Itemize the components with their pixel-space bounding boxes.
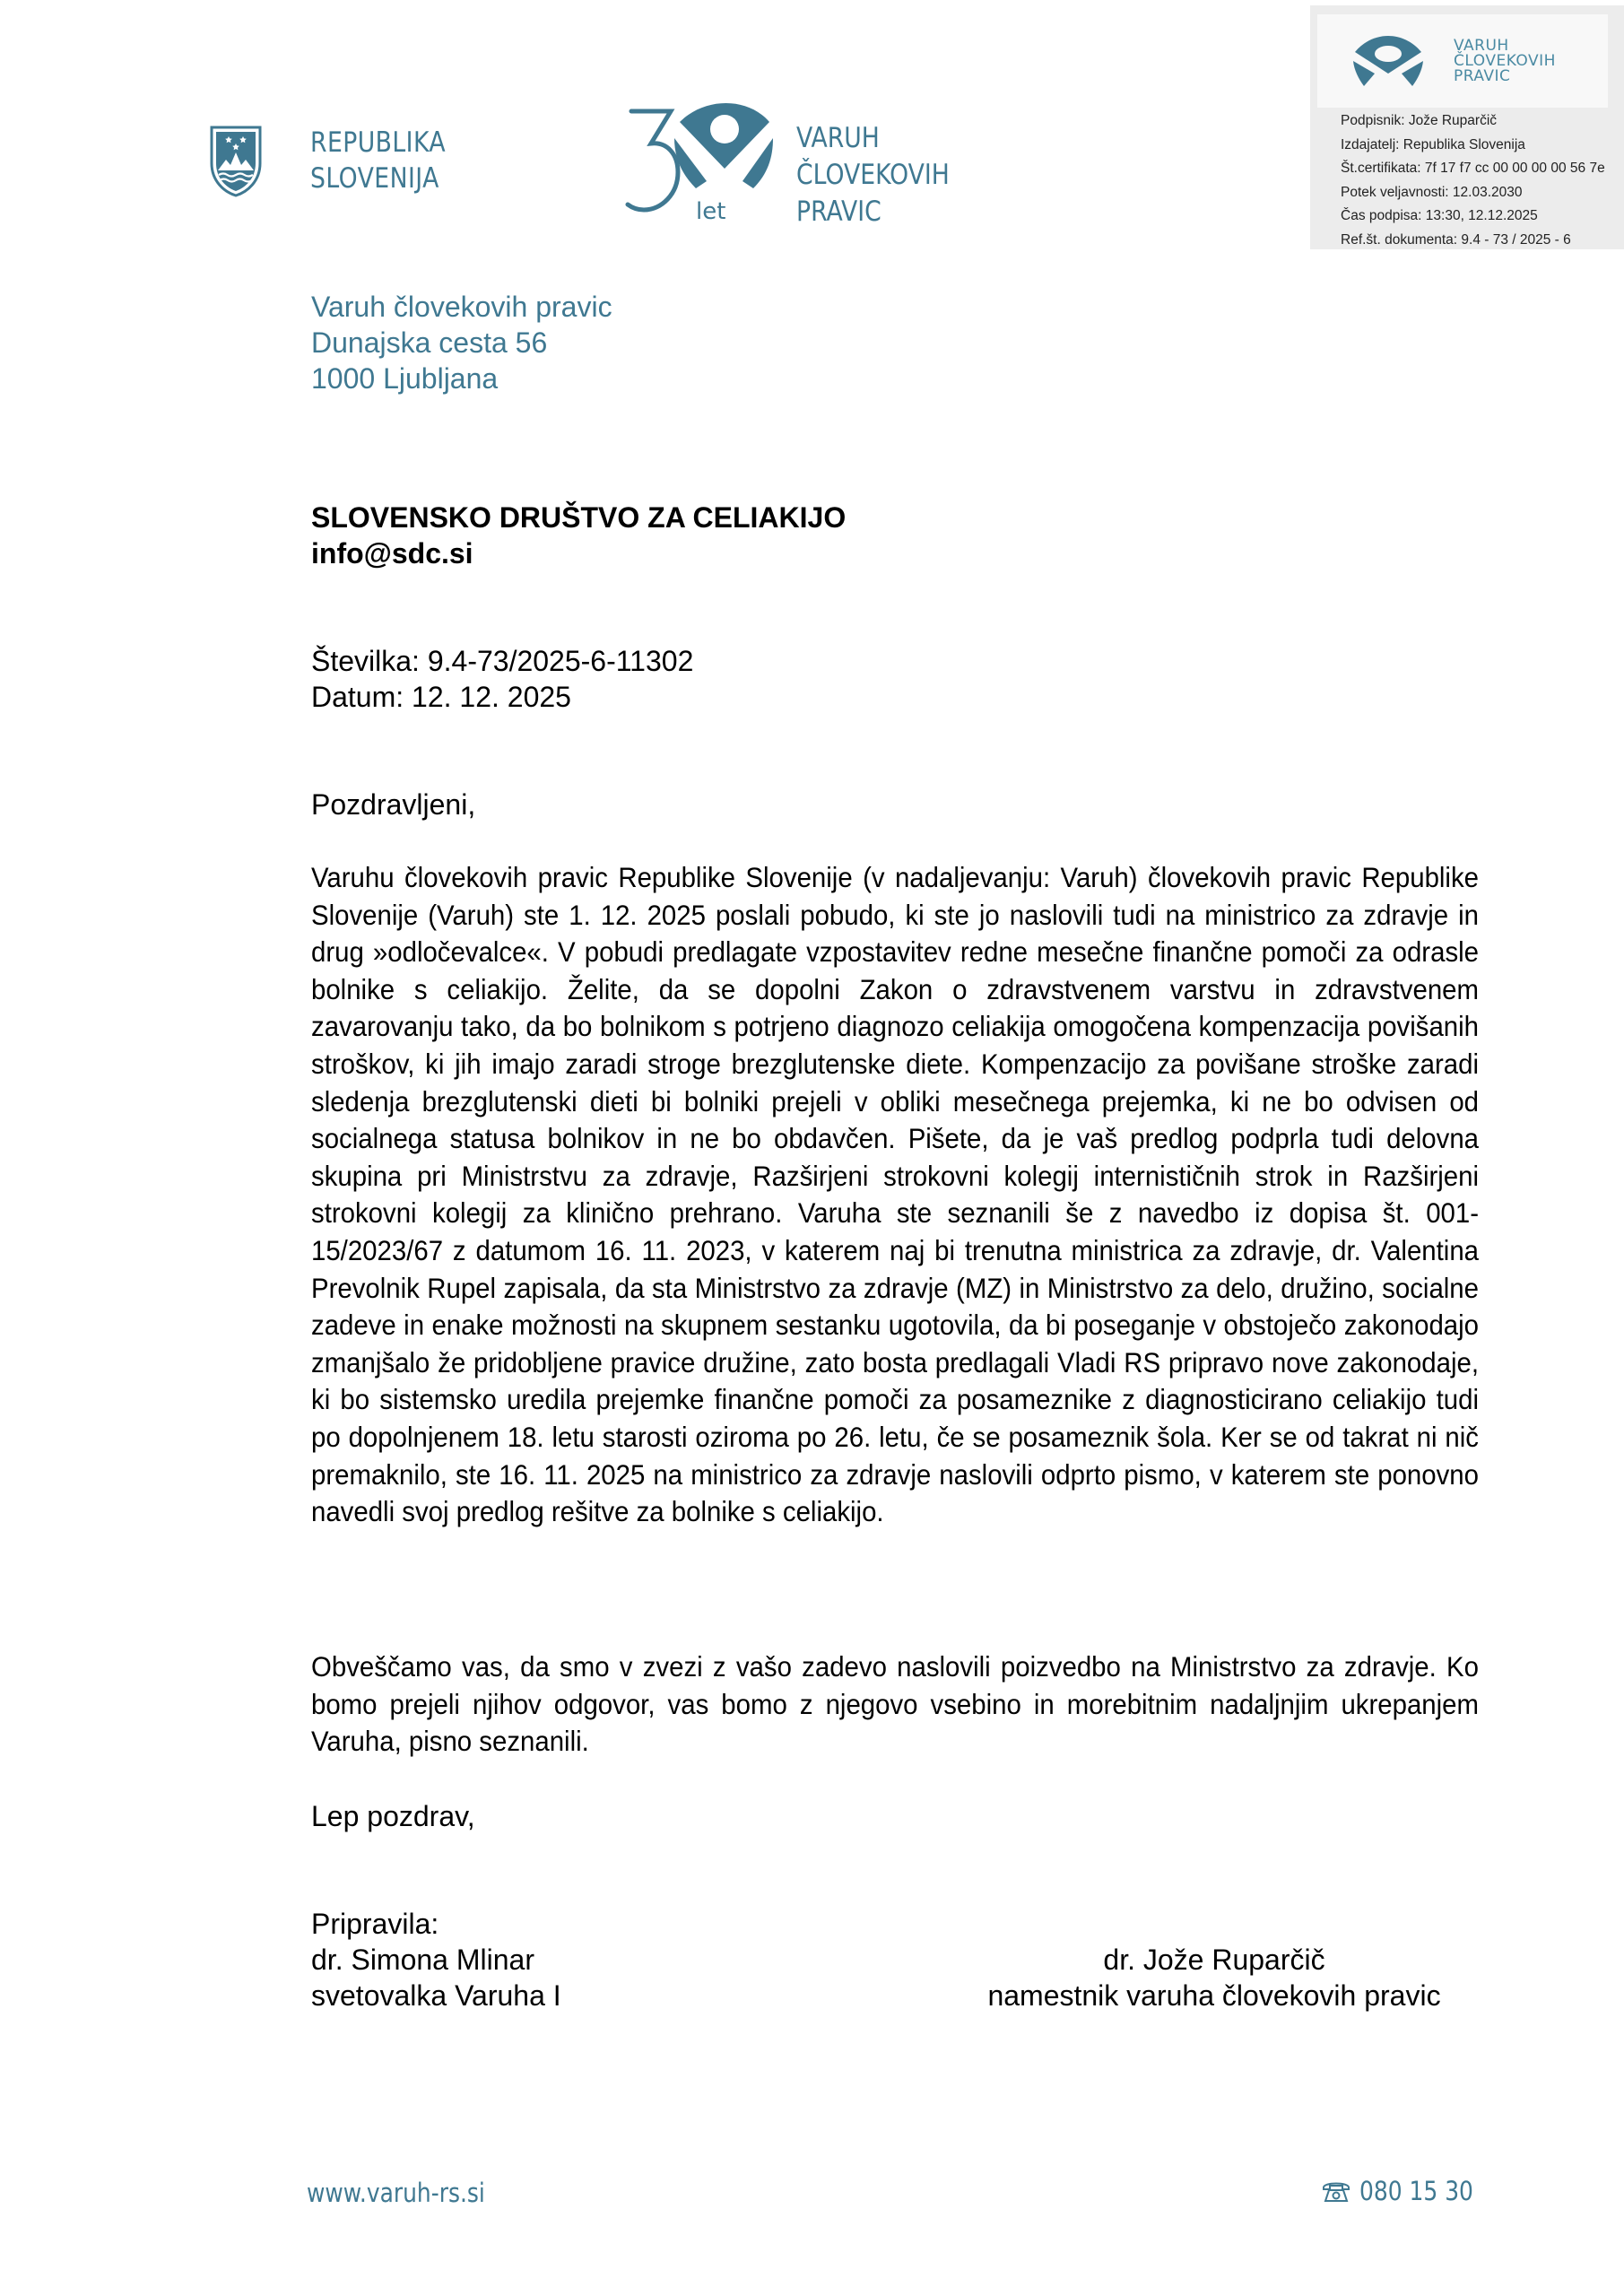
signer-title: namestnik varuha človekovih pravic — [987, 1979, 1441, 2012]
phone-number: 080 15 30 — [1359, 2176, 1473, 2206]
preparer-title: svetovalka Varuha I — [311, 1979, 561, 2012]
electronic-signature-stamp — [1310, 5, 1624, 249]
republika-slovenija-wordmark: REPUBLIKA SLOVENIJA — [310, 126, 447, 195]
republika-slovenija-logo — [208, 124, 468, 197]
recipient-email: info@sdc.si — [311, 537, 473, 570]
signer-signature — [972, 1942, 1456, 2013]
sender-street: Dunajska cesta 56 — [311, 326, 548, 359]
recipient-block — [311, 500, 846, 571]
stamp-issuer: Izdajatelj: Republika Slovenija — [1341, 136, 1525, 152]
stamp-signer: Podpisnik: Jože Ruparčič — [1341, 113, 1498, 128]
preparer-name: dr. Simona Mlinar — [311, 1944, 534, 1976]
varuh-wordmark: VARUH ČLOVEKOVIH PRAVIC — [796, 122, 950, 228]
stamp-document-ref: Ref.št. dokumenta: 9.4 - 73 / 2025 - 6 — [1341, 231, 1571, 248]
varuh-eye-icon — [1351, 34, 1425, 88]
document-number: Številka: 9.4-73/2025-6-11302 — [311, 645, 694, 677]
signer-name: dr. Jože Ruparčič — [1103, 1944, 1325, 1976]
sender-name: Varuh človekovih pravic — [311, 291, 612, 323]
telephone-icon — [1322, 2179, 1350, 2203]
stamp-wordmark: VARUH ČLOVEKOVIH PRAVIC — [1454, 36, 1556, 85]
stamp-certificate: Št.certifikata: 7f 17 f7 cc 00 00 00 00 56 7e — [1341, 161, 1605, 176]
stamp-logo — [1317, 14, 1608, 108]
stamp-details — [1341, 109, 1624, 252]
stamp-validity: Potek veljavnosti: 12.03.2030 — [1341, 184, 1523, 200]
body-paragraph: Varuhu človekovih pravic Republike Slovenije (v nadaljevanju: Varuh) človekovih pravic Republike Slovenije (Varuh) ste 1. 12. 2025 poslali pobudo, ki ste jo naslovili tudi na ministrico za zdravje in drug »odločevalce«. V pobudi predlagate vzpostavitev redne mesečne finančne pomoči za odrasle bolnike s celiakijo. Želite, da se dopolni Zakon o zdravstvenem varstvu in zdravstvenem zavarovanju tako, da bo bolnikom s potrjeno diagnozo celiakija omogočena kompenzacija povišanih stroškov, ki jih imajo zaradi stroge brezglutenske diete. Kompenzacijo za povišane stroške zaradi sledenja brezglutenski dieti bi bolniki prejeli v obliki mesečnega prejemka, ki ne bo odvisen od socialnega statusa bolnikov in ne bo obdavčen. Pišete, da je vaš predlog podprla tudi delovna skupina pri Ministrstvu za zdravje, Razširjeni strokovni kolegij internističnih strok in Razširjeni strokovni kolegij za klinično prehrano. Varuha ste seznanili še z navedbo iz dopisa št. 001-15/2023/67 z datumom 16. 11. 2023, v katerem naj bi trenutna ministrica za zdravje, dr. Valentina Prevolnik Rupel zapisala, da sta Ministrstvo za zdravje (MZ) in Ministrstvo za delo, družino, socialne zadeve in enake možnosti na skupnem sestanku ugotovila, da bi poseganje v obstoječo zakonodajo zmanjšalo že pridobljene pravice družine, zato bosta predlagali Vladi RS pripravo nove zakonodaje, ki bo sistemsko uredila prejemke finančne pomoči za posameznike z diagnosticirano celiakijo tudi po dopolnjenem 18. letu starosti oziroma po 26. letu, če se posameznik šola. Ker se od takrat ni nič premaknilo, ste 16. 11. 2025 na ministrico za zdravje naslovili odprto pismo, v katerem ste ponovno navedli svoj predlog rešitve za bolnike s celiakijo. — [311, 861, 1479, 1528]
varuh-30-let-emblem-icon — [624, 99, 775, 224]
sender-city: 1000 Ljubljana — [311, 362, 499, 395]
slovenia-coat-of-arms-icon — [208, 124, 264, 197]
prepared-by-label: Pripravila: — [311, 1908, 439, 1940]
document-date: Datum: 12. 12. 2025 — [311, 681, 571, 713]
recipient-name: SLOVENSKO DRUŠTVO ZA CELIAKIJO — [311, 501, 847, 534]
footer-phone — [1322, 2176, 1492, 2206]
stamp-signing-time: Čas podpisa: 13:30, 12.12.2025 — [1341, 208, 1538, 223]
sender-address — [311, 289, 612, 396]
document-meta — [311, 643, 693, 715]
greeting: Pozdravljeni, — [311, 788, 476, 821]
body-paragraph: Obveščamo vas, da smo v zvezi z vašo zadevo naslovili poizvedbo na Ministrstvo za zdravje. Ko bomo prejeli njihov odgovor, vas bomo z njegovo vsebino in morebitnim nadaljnjim ukrepanjem Varuha, pisno seznanili. — [311, 1650, 1479, 1758]
varuh-30-years-logo — [624, 99, 975, 230]
closing: Lep pozdrav, — [311, 1800, 475, 1832]
preparer-signature — [311, 1906, 561, 2013]
footer-website-link[interactable]: www.varuh-rs.si — [307, 2178, 485, 2208]
let-label: let — [696, 198, 726, 224]
